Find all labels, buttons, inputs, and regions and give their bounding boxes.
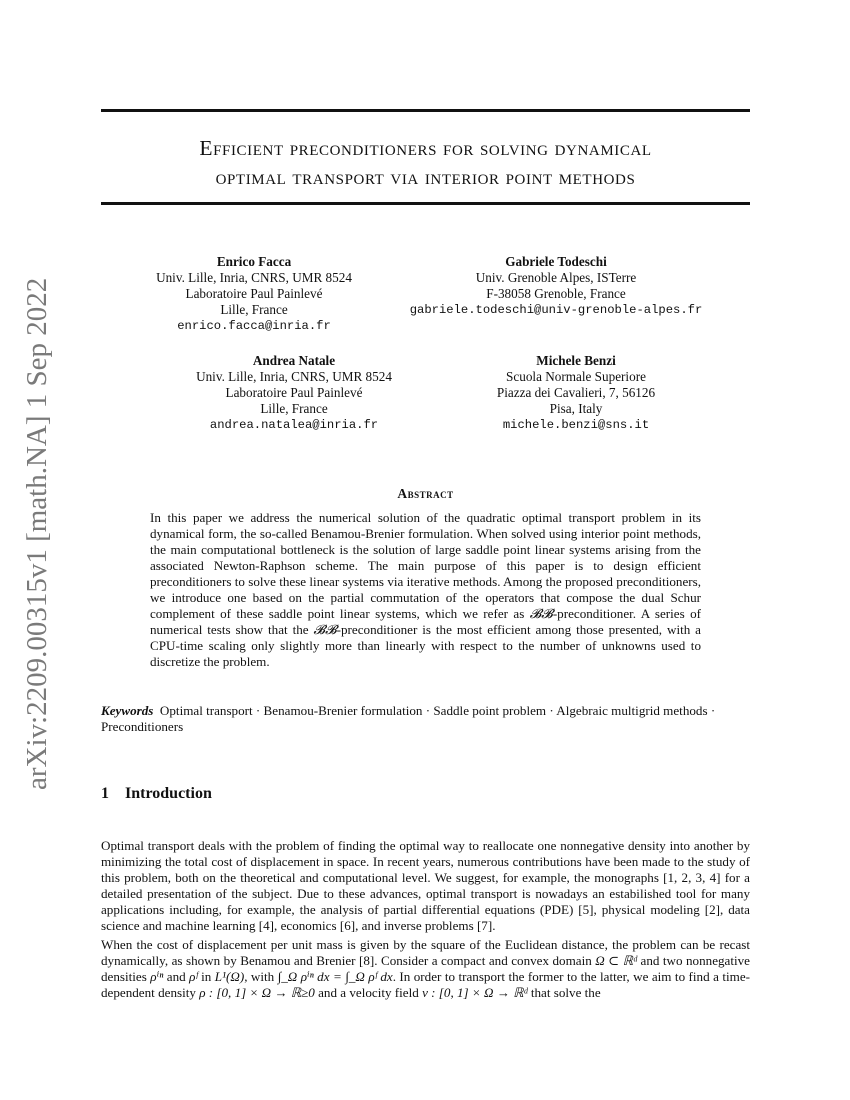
text-run: . In order to transport the former to the latter, we aim to find a time-dependent density — [101, 969, 750, 1000]
author-email[interactable]: gabriele.todeschi@univ-grenoble-alpes.fr — [409, 303, 703, 317]
title-top-rule — [101, 109, 750, 112]
text-run: When the cost of displacement per unit mass is given by the square of the Euclidean distance, the problem can be recast dynamically, as shown by Benamou and Brenier [8]. Consider a compact and convex domain — [101, 937, 750, 968]
text-run: in — [197, 969, 215, 984]
author-email[interactable]: andrea.natalea@inria.fr — [209, 418, 379, 432]
bb-symbol: 𝓑𝓑 — [529, 606, 553, 621]
author-affiliation: Piazza dei Cavalieri, 7, 56126 — [496, 385, 656, 400]
math-run: ρᶠ — [189, 969, 198, 984]
author-name: Andrea Natale — [252, 353, 336, 368]
abstract-text — [150, 510, 701, 670]
section-heading — [101, 785, 212, 803]
keywords-text: Optimal transport · Benamou-Brenier formulation · Saddle point problem · Algebraic multigrid methods · Preconditioners — [101, 703, 716, 734]
author-affiliation: Univ. Lille, Inria, CNRS, UMR 8524 — [156, 270, 352, 285]
text-run: and — [163, 969, 190, 984]
intro-paragraph-1: Optimal transport deals with the problem of finding the optimal way to reallocate one nonnegative density into another by minimizing the total cost of displacement in space. In recent years, numerous contributions have been made to the study of this problem, both on the theoretical and computational level. We suggest, for example, the monographs [1, 2, 3, 4] for a detailed presentation of the subject. Due to these advances, optimal transport is nowadays an estabilished tool for many applications including, for example, the analysis of partial differential equations (PDE) [5], physical modeling [2], data science and machine learning [4], economics [6], and inverse problems [7]. — [101, 838, 750, 933]
author-block-1 — [134, 254, 374, 334]
author-email[interactable]: enrico.facca@inria.fr — [177, 319, 331, 333]
section-number: 1 — [101, 785, 109, 802]
author-block-4 — [456, 353, 696, 433]
author-affiliation: Lille, France — [260, 401, 328, 416]
text-run: that solve the — [527, 985, 601, 1000]
author-affiliation: Laboratoire Paul Painlevé — [225, 385, 363, 400]
author-affiliation: Univ. Lille, Inria, CNRS, UMR 8524 — [196, 369, 392, 384]
author-affiliation: Lille, France — [220, 302, 288, 317]
arxiv-stamp — [6, 250, 66, 810]
text-run: and two nonnegative densities — [101, 953, 750, 984]
keywords — [101, 703, 750, 735]
author-block-3 — [174, 353, 414, 433]
author-name: Michele Benzi — [536, 353, 616, 368]
title-line-1: Efficient preconditioners for solving dynamical — [199, 136, 652, 160]
arxiv-id: arXiv:2209.00315v1 [math.NA] 1 Sep 2022 — [21, 277, 53, 790]
bb-symbol: 𝓑𝓑 — [313, 622, 337, 637]
abstract-part: -preconditioner. A series of numerical tests show that the — [150, 606, 701, 637]
text-run: and a velocity field — [314, 985, 423, 1000]
intro-paragraph-2 — [101, 937, 750, 1001]
abstract-heading: Abstract — [397, 486, 454, 501]
author-affiliation: F-38058 Grenoble, France — [486, 286, 626, 301]
author-affiliation: Pisa, Italy — [549, 401, 603, 416]
author-name: Enrico Facca — [216, 254, 292, 269]
author-affiliation: Laboratoire Paul Painlevé — [185, 286, 323, 301]
text-run: , with — [244, 969, 278, 984]
keywords-label: Keywords — [101, 703, 154, 718]
author-block-2 — [396, 254, 716, 318]
section-title: Introduction — [125, 785, 212, 802]
math-run: ∫_Ω ρⁱⁿ dx = ∫_Ω ρᶠ dx — [277, 969, 393, 984]
math-run: v : [0, 1] × Ω → ℝᵈ — [422, 985, 528, 1000]
abstract-part: In this paper we address the numerical solution of the quadratic optimal transport problem in its dynamical form, the so-called Benamou-Brenier formulation. When solved using interior point methods, the main computational bottleneck is the solution of large saddle point linear systems arising from the associated Newton-Raphson scheme. The main purpose of this paper is to design efficient preconditioners to solve these linear systems via iterative methods. Among the proposed preconditioners, we introduce one based on the partial commutation of the operators that compose the dual Schur complement of these saddle point linear systems, which we refer as — [150, 510, 701, 621]
abstract-part: -preconditioner is the most efficient among those presented, with a CPU-time scaling only slightly more than linearly with respect to the number of unknowns used to discretize the problem. — [150, 622, 701, 669]
author-affiliation: Scuola Normale Superiore — [506, 369, 646, 384]
math-run: ρ : [0, 1] × Ω → ℝ≥0 — [199, 985, 315, 1000]
title-bottom-rule — [101, 202, 750, 205]
author-email[interactable]: michele.benzi@sns.it — [502, 418, 650, 432]
author-name: Gabriele Todeschi — [505, 254, 607, 269]
math-run: ρⁱⁿ — [150, 969, 164, 984]
math-run: L¹(Ω) — [214, 969, 245, 984]
author-affiliation: Univ. Grenoble Alpes, ISTerre — [475, 270, 637, 285]
title-line-2: optimal transport via interior point methods — [215, 165, 636, 189]
math-run: Ω ⊂ ℝᵈ — [595, 953, 638, 968]
paper-title — [101, 134, 750, 192]
